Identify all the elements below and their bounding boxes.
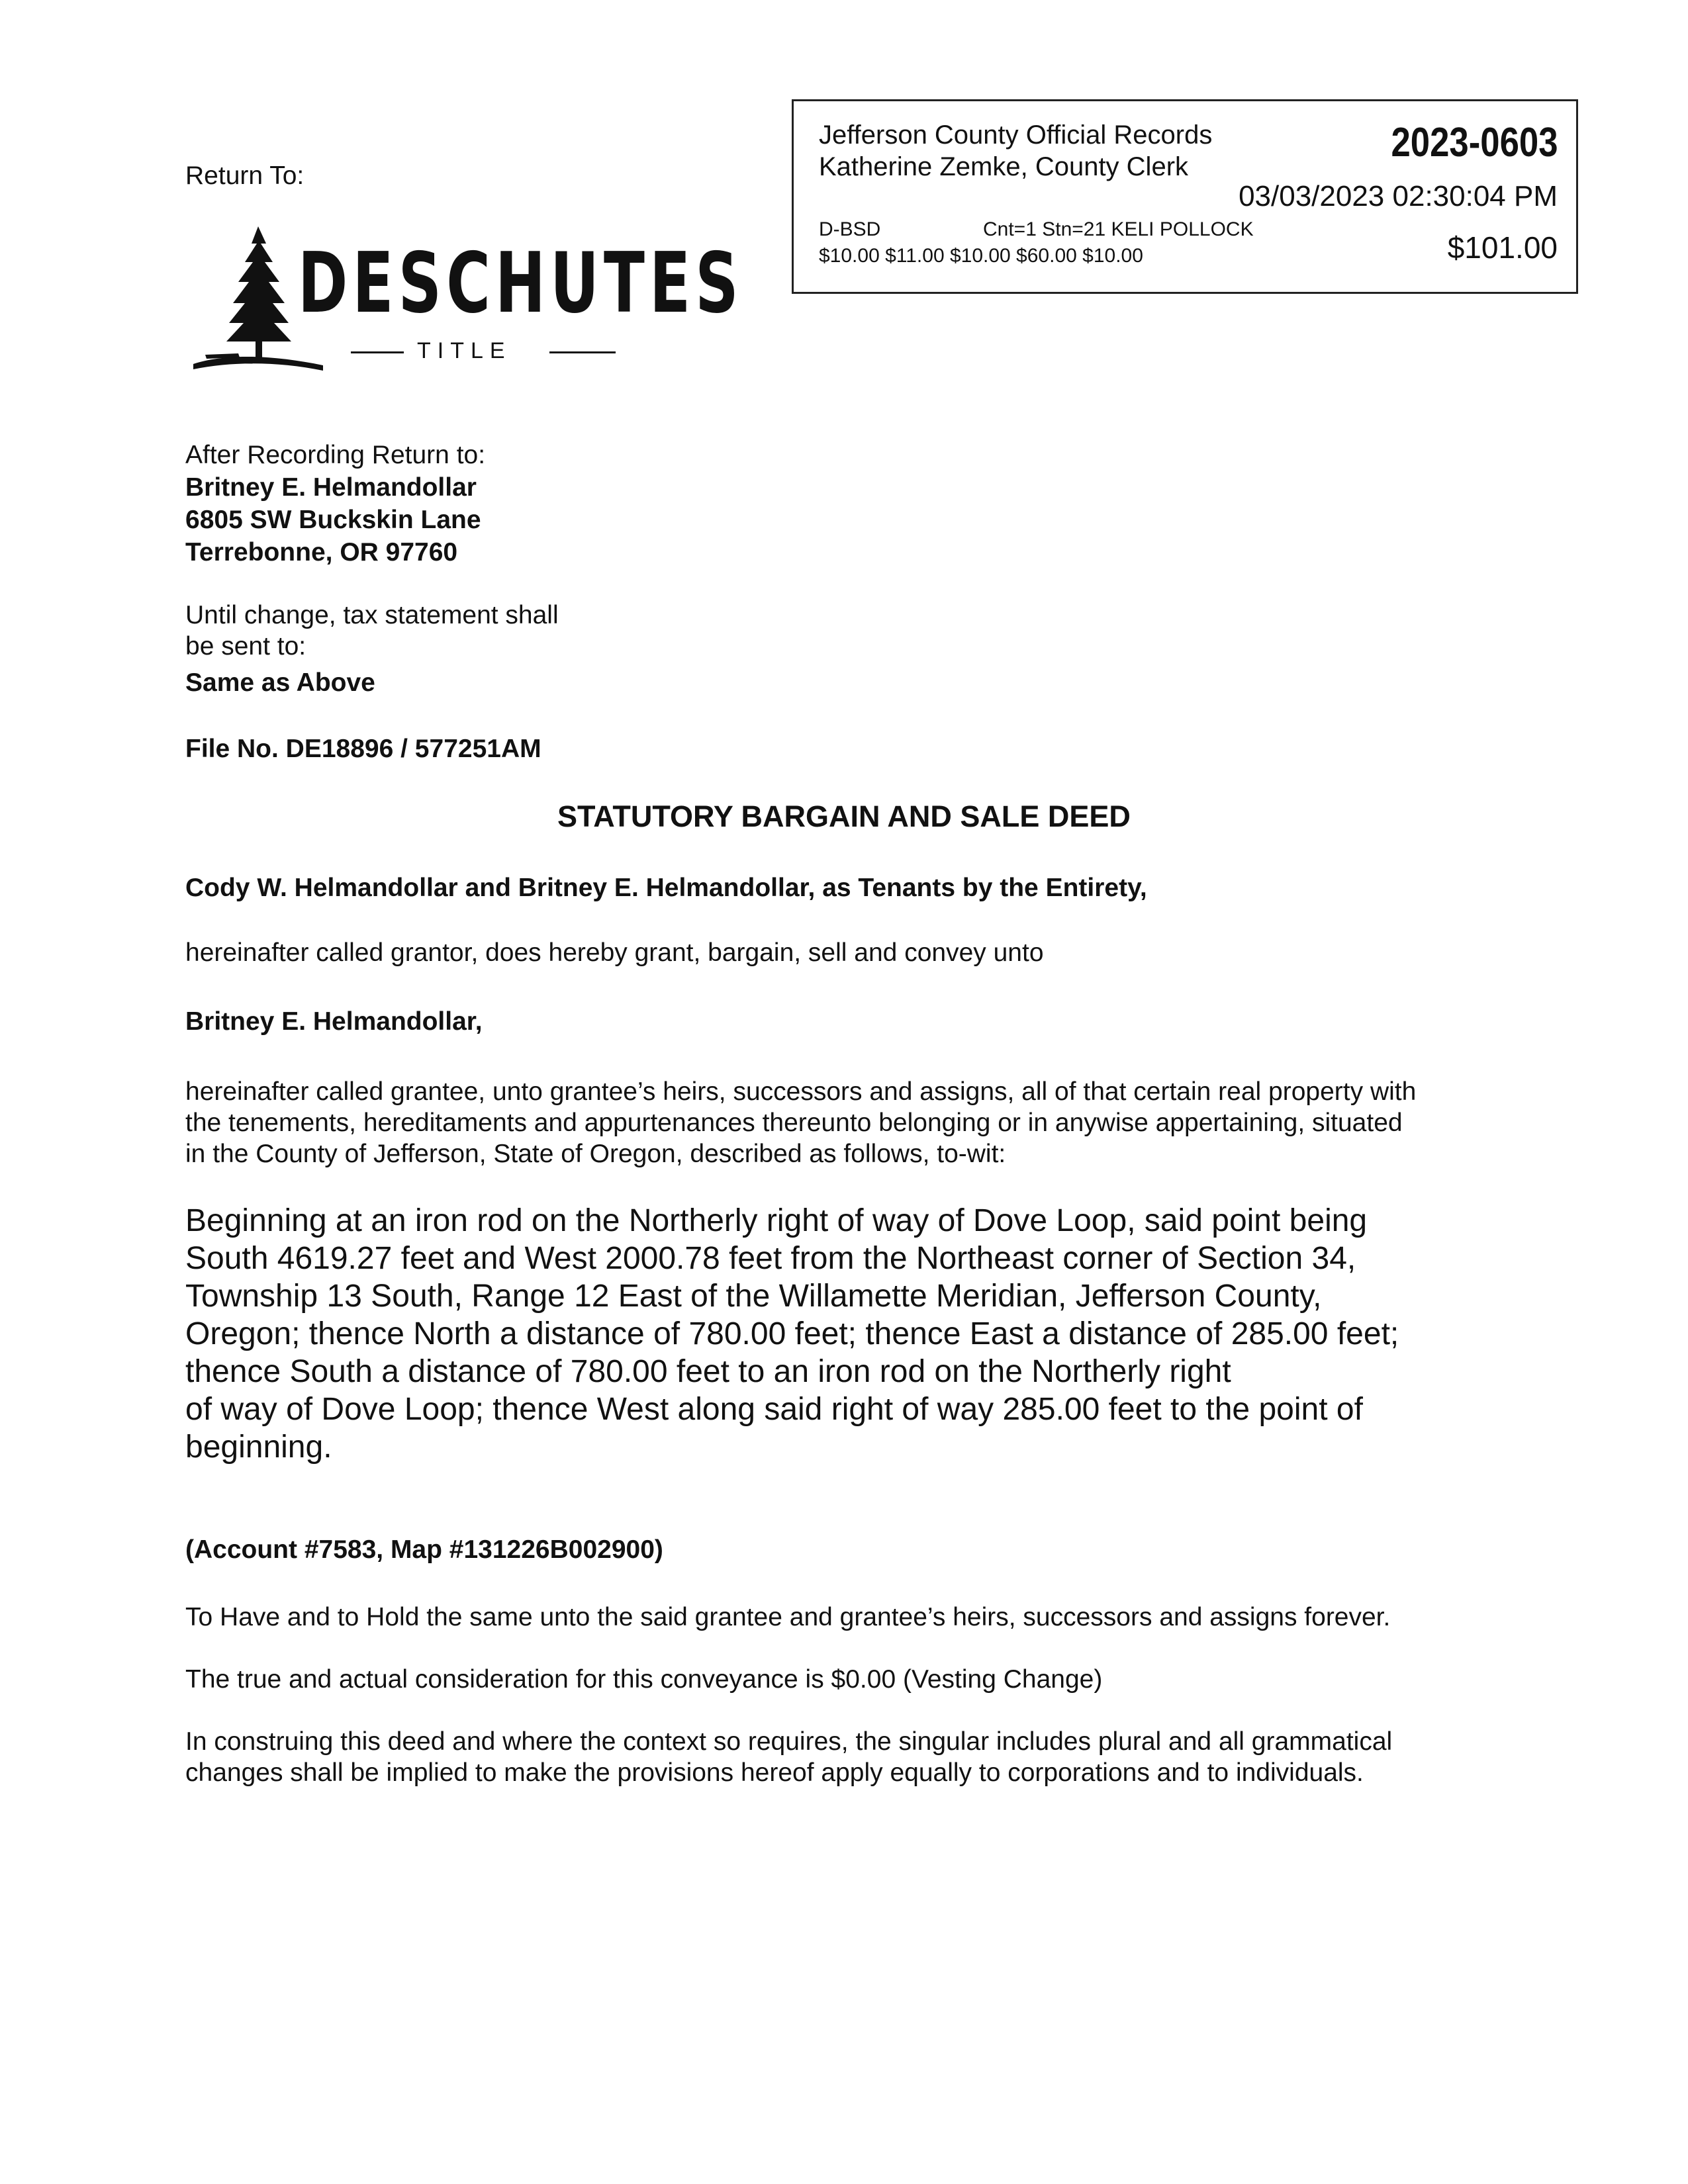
- legal-description-line2: South 4619.27 feet and West 2000.78 feet from the Northeast corner of Section 34,: [185, 1241, 1356, 1276]
- stamp-clerk: Katherine Zemke, County Clerk: [819, 152, 1189, 181]
- account-map-number: (Account #7583, Map #131226B002900): [185, 1535, 663, 1564]
- stamp-office: Jefferson County Official Records: [819, 120, 1213, 150]
- stamp-counts: Cnt=1 Stn=21 KELI POLLOCK: [983, 218, 1254, 240]
- legal-description-line7: beginning.: [185, 1430, 332, 1465]
- grantee-clause-line1: hereinafter called grantee, unto grantee’s heirs, successors and assigns, all of that certain real property with: [185, 1077, 1417, 1106]
- logo-subtitle: TITLE: [417, 338, 512, 363]
- legal-description-line1: Beginning at an iron rod on the Northerly right of way of Dove Loop, said point being: [185, 1203, 1368, 1238]
- tax-statement-line1: Until change, tax statement shall: [185, 601, 559, 629]
- grantee-name: Britney E. Helmandollar,: [185, 1007, 483, 1036]
- after-recording-street: 6805 SW Buckskin Lane: [185, 506, 481, 534]
- grantee-clause-line3: in the County of Jefferson, State of Oregon, described as follows, to-wit:: [185, 1140, 1006, 1168]
- deed-title: STATUTORY BARGAIN AND SALE DEED: [557, 799, 1131, 833]
- stamp-fees: $10.00 $11.00 $10.00 $60.00 $10.00: [819, 245, 1143, 267]
- stamp-datetime: 03/03/2023 02:30:04 PM: [1239, 180, 1558, 212]
- stamp-record-number: 2023-0603: [1390, 120, 1558, 165]
- after-recording-label: After Recording Return to:: [185, 441, 486, 469]
- file-number: File No. DE18896 / 577251AM: [185, 735, 541, 763]
- grantor-clause: hereinafter called grantor, does hereby grant, bargain, sell and convey unto: [185, 938, 1044, 967]
- stamp-doc-type: D-BSD: [819, 218, 881, 240]
- logo-wordmark: DESCHUTES: [298, 234, 743, 332]
- legal-description-line4: Oregon; thence North a distance of 780.00 feet; thence East a distance of 285.00 feet;: [185, 1316, 1399, 1351]
- construing-line2: changes shall be implied to make the provisions hereof apply equally to corporations and to individuals.: [185, 1758, 1364, 1787]
- stamp-total: $101.00: [1447, 230, 1558, 265]
- construing-line1: In construing this deed and where the context so requires, the singular includes plural and all grammatical: [185, 1727, 1393, 1756]
- logo-rule-left: [351, 351, 404, 353]
- after-recording-name: Britney E. Helmandollar: [185, 473, 477, 502]
- habendum-clause: To Have and to Hold the same unto the said grantee and grantee’s heirs, successors and assigns forever.: [185, 1603, 1391, 1631]
- grantor-names: Cody W. Helmandollar and Britney E. Helmandollar, as Tenants by the Entirety,: [185, 874, 1147, 902]
- tax-statement-value: Same as Above: [185, 668, 375, 697]
- deschutes-title-logo: [192, 224, 743, 376]
- grantee-clause-line2: the tenements, hereditaments and appurtenances thereunto belonging or in anywise appertaining, situated: [185, 1109, 1403, 1137]
- legal-description-line6: of way of Dove Loop; thence West along said right of way 285.00 feet to the point of: [185, 1392, 1363, 1427]
- legal-description-line3: Township 13 South, Range 12 East of the Willamette Meridian, Jefferson County,: [185, 1279, 1322, 1314]
- tax-statement-line2: be sent to:: [185, 632, 306, 660]
- logo-rule-right: [549, 351, 616, 353]
- return-to-label: Return To:: [185, 161, 305, 190]
- after-recording-city: Terrebonne, OR 97760: [185, 538, 458, 567]
- recording-stamp: [792, 99, 1578, 294]
- legal-description-line5: thence South a distance of 780.00 feet to an iron rod on the Northerly right: [185, 1354, 1231, 1389]
- consideration-statement: The true and actual consideration for this conveyance is $0.00 (Vesting Change): [185, 1665, 1103, 1694]
